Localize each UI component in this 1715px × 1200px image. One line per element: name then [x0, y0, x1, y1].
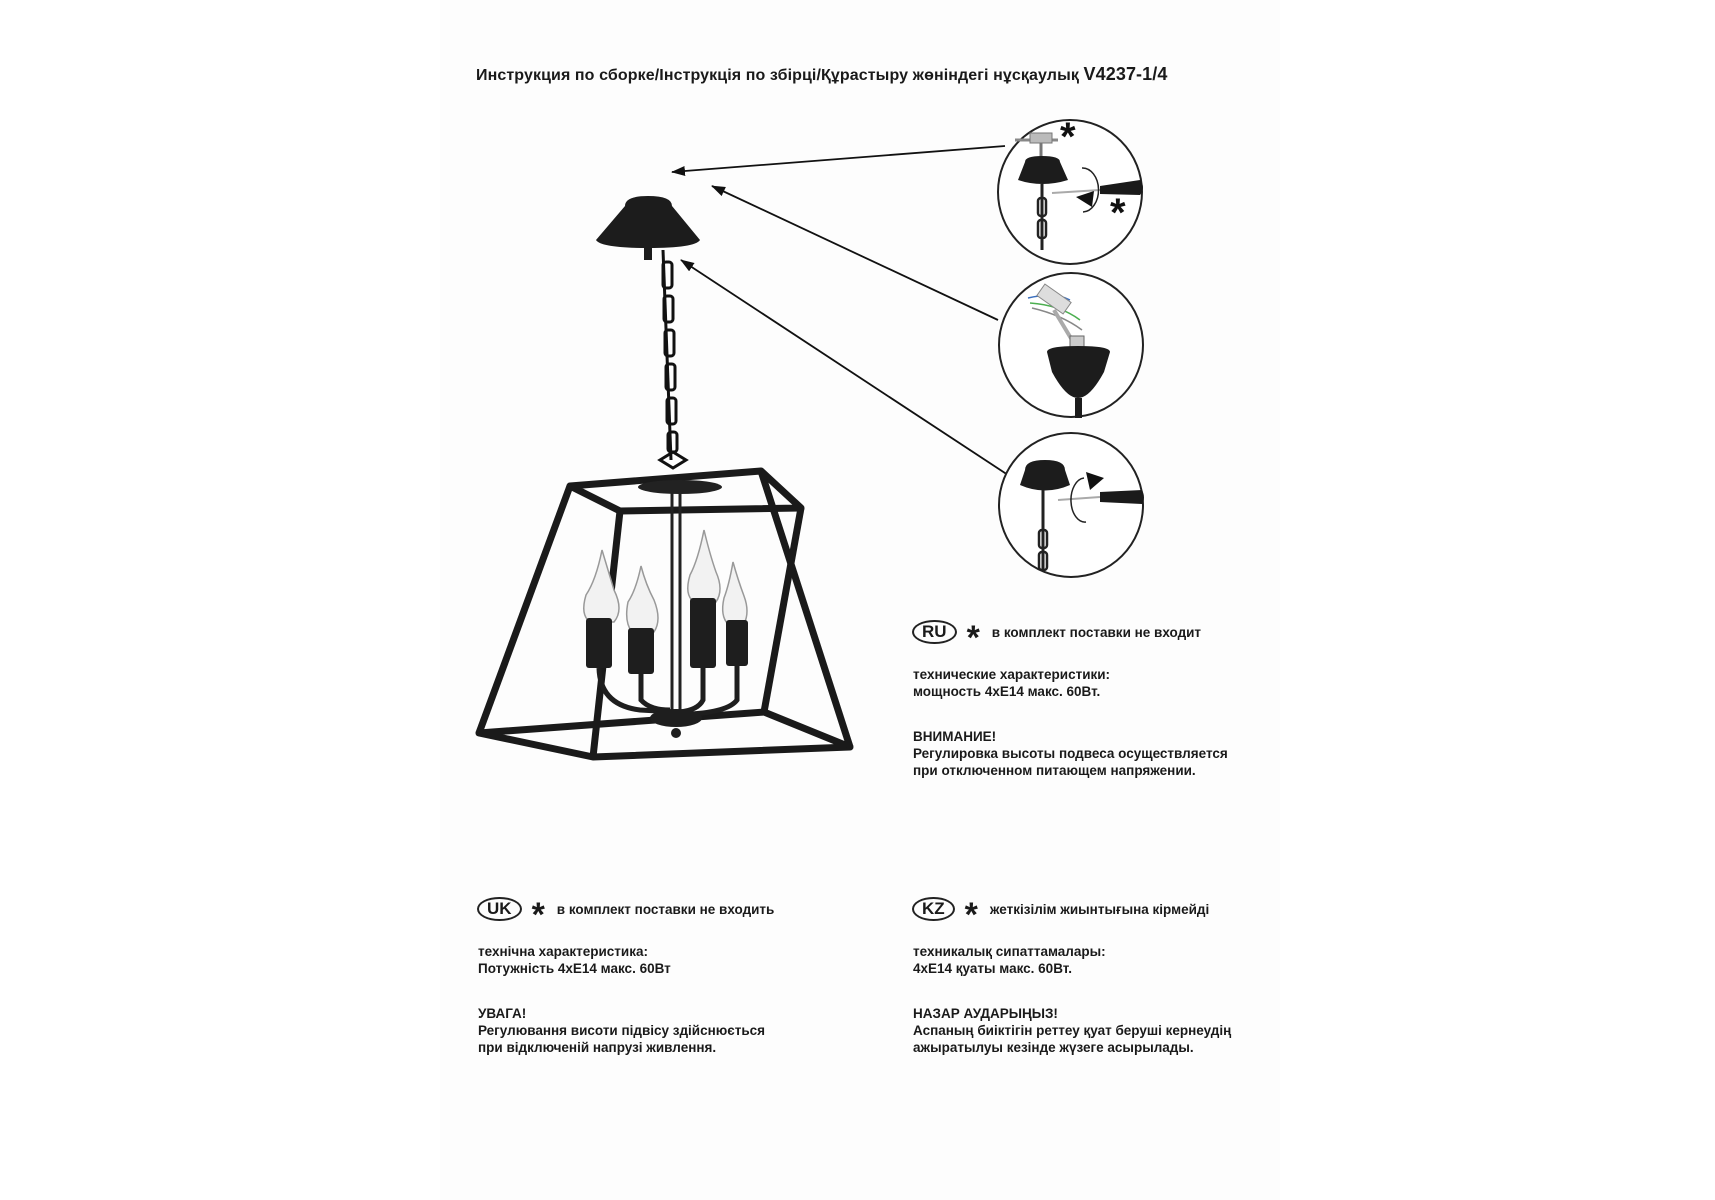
detail-circle-wiring: [999, 273, 1143, 418]
uk-warning-line-2: при відключеній напрузі живлення.: [478, 1040, 717, 1055]
candle-bulbs: [584, 530, 747, 632]
uk-language-badge: UK: [477, 897, 522, 921]
pendant-lamp-drawing: [479, 196, 850, 757]
detail-star-1: *: [1060, 115, 1076, 159]
kz-language-badge: KZ: [912, 897, 955, 921]
ru-language-badge: RU: [912, 620, 957, 644]
ru-specs-value: мощность 4хЕ14 макс. 60Вт.: [913, 684, 1101, 699]
title-text: Инструкция по сборке/Інструкція по збірці/Құрастыру жөніндегі нұсқаулық: [476, 67, 1079, 84]
kz-specs: [913, 943, 1106, 977]
kz-not-included-note: жеткізілім жиынтығына кірмейді: [989, 901, 1210, 917]
kz-warning-line-1: Аспаның биіктігін реттеу қуат беруші кернеудің: [913, 1023, 1232, 1038]
kz-warning-line-2: ажыратылуы кезінде жүзеге асырылады.: [913, 1040, 1194, 1055]
ru-not-included-note: в комплект поставки не входит: [991, 624, 1202, 640]
lamp-hub: [650, 709, 702, 727]
uk-warning-label: УВАГА!: [478, 1006, 527, 1021]
lamp-arms: [599, 666, 737, 714]
ru-asterisk: *: [966, 619, 980, 657]
model-number: V4237-1/4: [1083, 64, 1168, 84]
kz-asterisk: *: [964, 896, 978, 934]
uk-specs-value: Потужність 4хЕ14 макс. 60Вт: [478, 961, 671, 976]
uk-not-included-note: в комплект поставки не входить: [556, 901, 775, 917]
uk-warning: [478, 1005, 765, 1056]
uk-specs-label: технічна характеристика:: [478, 944, 648, 959]
kz-warning: [913, 1005, 1231, 1056]
uk-header: [477, 896, 775, 934]
ru-header: [912, 619, 1202, 657]
ru-specs-label: технические характеристики:: [913, 667, 1111, 682]
ru-warning: [913, 728, 1228, 779]
ru-warning-line-2: при отключенном питающем напряжении.: [913, 763, 1196, 778]
ru-warning-line-1: Регулировка высоты подвеса осуществляется: [913, 746, 1228, 761]
arrow-to-canopy-top: [672, 146, 1005, 172]
ru-specs: [913, 666, 1110, 700]
ru-warning-label: ВНИМАНИЕ!: [913, 729, 997, 744]
kz-specs-value: 4хЕ14 қуаты макс. 60Вт.: [913, 961, 1072, 976]
arrow-to-chain: [681, 260, 1008, 475]
hanging-loop: [660, 452, 686, 468]
uk-asterisk: *: [531, 896, 545, 934]
pointer-arrows: [672, 146, 1008, 475]
uk-warning-line-1: Регулювання висоти підвісу здійснюється: [478, 1023, 766, 1038]
kz-warning-label: НАЗАР АУДАРЫҢЫЗ!: [913, 1006, 1058, 1021]
uk-specs: [478, 943, 671, 977]
detail-circle-chain-fix: [999, 433, 1144, 577]
arrow-to-canopy-wiring: [712, 186, 998, 320]
kz-header: [912, 896, 1210, 934]
ceiling-canopy: [596, 196, 700, 248]
detail-star-2: *: [1110, 191, 1126, 235]
kz-specs-label: техникалық сипаттамалары:: [913, 944, 1106, 959]
